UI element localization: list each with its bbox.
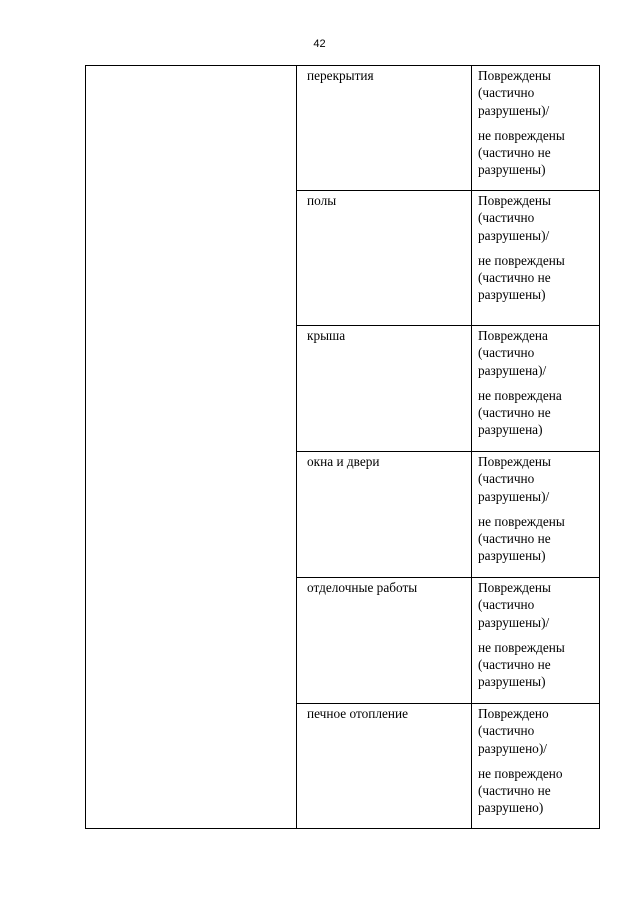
structural-element-cell: полы (297, 191, 472, 326)
undamaged-status-text: не повреждены (частично не разрушены) (478, 513, 565, 564)
condition-cell (472, 704, 600, 829)
structural-element-cell: окна и двери (297, 452, 472, 578)
damage-assessment-table (85, 65, 600, 829)
undamaged-status-text: не повреждена (частично не разрушена) (478, 387, 562, 438)
damaged-status-text: Повреждены (частично разрушены)/ (478, 454, 551, 504)
condition-cell (472, 326, 600, 452)
condition-cell (472, 191, 600, 326)
condition-cell (472, 452, 600, 578)
damaged-status-text: Повреждено (частично разрушено)/ (478, 706, 549, 756)
condition-cell (472, 578, 600, 704)
page-number: 42 (313, 38, 326, 50)
merged-empty-cell (86, 66, 297, 829)
damaged-status-text: Повреждены (частично разрушены)/ (478, 580, 551, 630)
table-row (86, 66, 600, 191)
undamaged-status-text: не повреждены (частично не разрушены) (478, 639, 565, 690)
damaged-status-text: Повреждены (частично разрушены)/ (478, 193, 551, 243)
structural-element-cell: крыша (297, 326, 472, 452)
structural-element-cell: перекрытия (297, 66, 472, 191)
undamaged-status-text: не повреждено (частично не разрушено) (478, 765, 563, 816)
structural-element-cell: отделочные работы (297, 578, 472, 704)
damaged-status-text: Повреждены (частично разрушены)/ (478, 68, 551, 118)
structural-element-cell: печное отопление (297, 704, 472, 829)
undamaged-status-text: не повреждены (частично не разрушены) (478, 252, 565, 303)
damaged-status-text: Повреждена (частично разрушена)/ (478, 328, 548, 378)
condition-cell (472, 66, 600, 191)
undamaged-status-text: не повреждены (частично не разрушены) (478, 127, 565, 178)
